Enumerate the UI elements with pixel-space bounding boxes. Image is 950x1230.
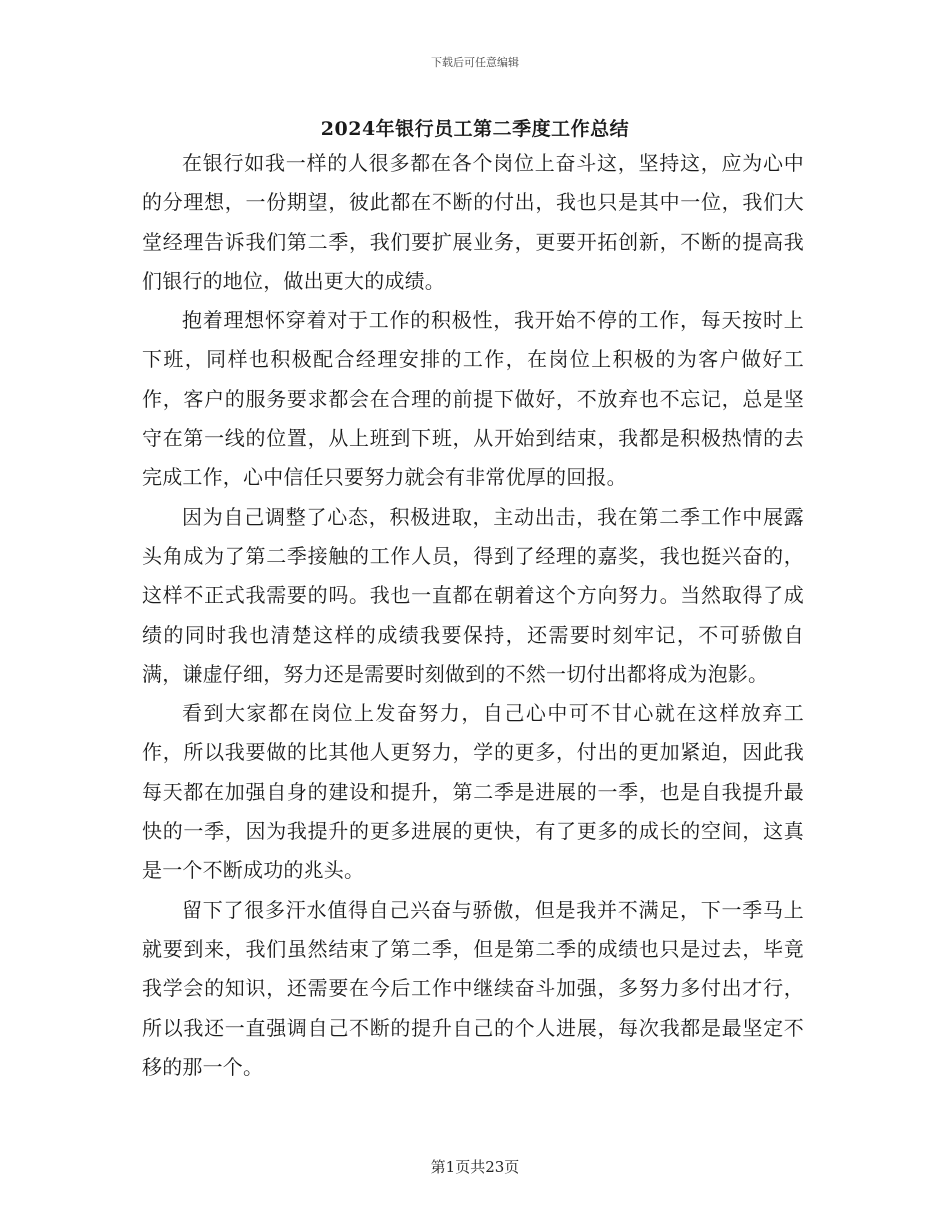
page-number: 第1页共23页 <box>430 1158 520 1176</box>
document-title: 2024年银行员工第二季度工作总结 <box>320 118 630 140</box>
paragraph-2: 抱着理想怀穿着对于工作的积极性，我开始不停的工作，每天按时上下班，同样也积极配合经理安排的工作，在岗位上积极的为客户做好工作，客户的服务要求都会在合理的前提下做好，不放弃也不忘记，总是坚守在第一线的位置，从上班到下班，从开始到结束，我都是积极热情的去完成工作，心中信任只要努力就会有非常优厚的回报。 <box>142 308 804 490</box>
document-body <box>142 144 804 1087</box>
paragraph-5: 留下了很多汗水值得自己兴奋与骄傲，但是我并不满足，下一季马上就要到来，我们虽然结束了第二季，但是第二季的成绩也只是过去，毕竟我学会的知识，还需要在今后工作中继续奋斗加强，多努力多付出才行，所以我还一直强调自己不断的提升自己的个人进展，每次我都是最坚定不移的那一个。 <box>142 897 804 1079</box>
paragraph-3: 因为自己调整了心态，积极进取，主动出击，我在第二季工作中展露头角成为了第二季接触的工作人员，得到了经理的嘉奖，我也挺兴奋的，这样不正式我需要的吗。我也一直都在朝着这个方向努力。当然取得了成绩的同时我也清楚这样的成绩我要保持，还需要时刻牢记，不可骄傲自满，谦虚仔细，努力还是需要时刻做到的不然一切付出都将成为泡影。 <box>142 504 804 686</box>
page-header-note: 下载后可任意编辑 <box>431 56 519 69</box>
paragraph-4: 看到大家都在岗位上发奋努力，自己心中可不甘心就在这样放弃工作，所以我要做的比其他人更努力，学的更多，付出的更加紧迫，因此我每天都在加强自身的建设和提升，第二季是进展的一季，也是自我提升最快的一季，因为我提升的更多进展的更快，有了更多的成长的空间，这真是一个不断成功的兆头。 <box>142 701 804 883</box>
paragraph-1: 在银行如我一样的人很多都在各个岗位上奋斗这，坚持这，应为心中的分理想，一份期望，彼此都在不断的付出，我也只是其中一位，我们大堂经理告诉我们第二季，我们要扩展业务，更要开拓创新，不断的提高我们银行的地位，做出更大的成绩。 <box>142 151 804 293</box>
